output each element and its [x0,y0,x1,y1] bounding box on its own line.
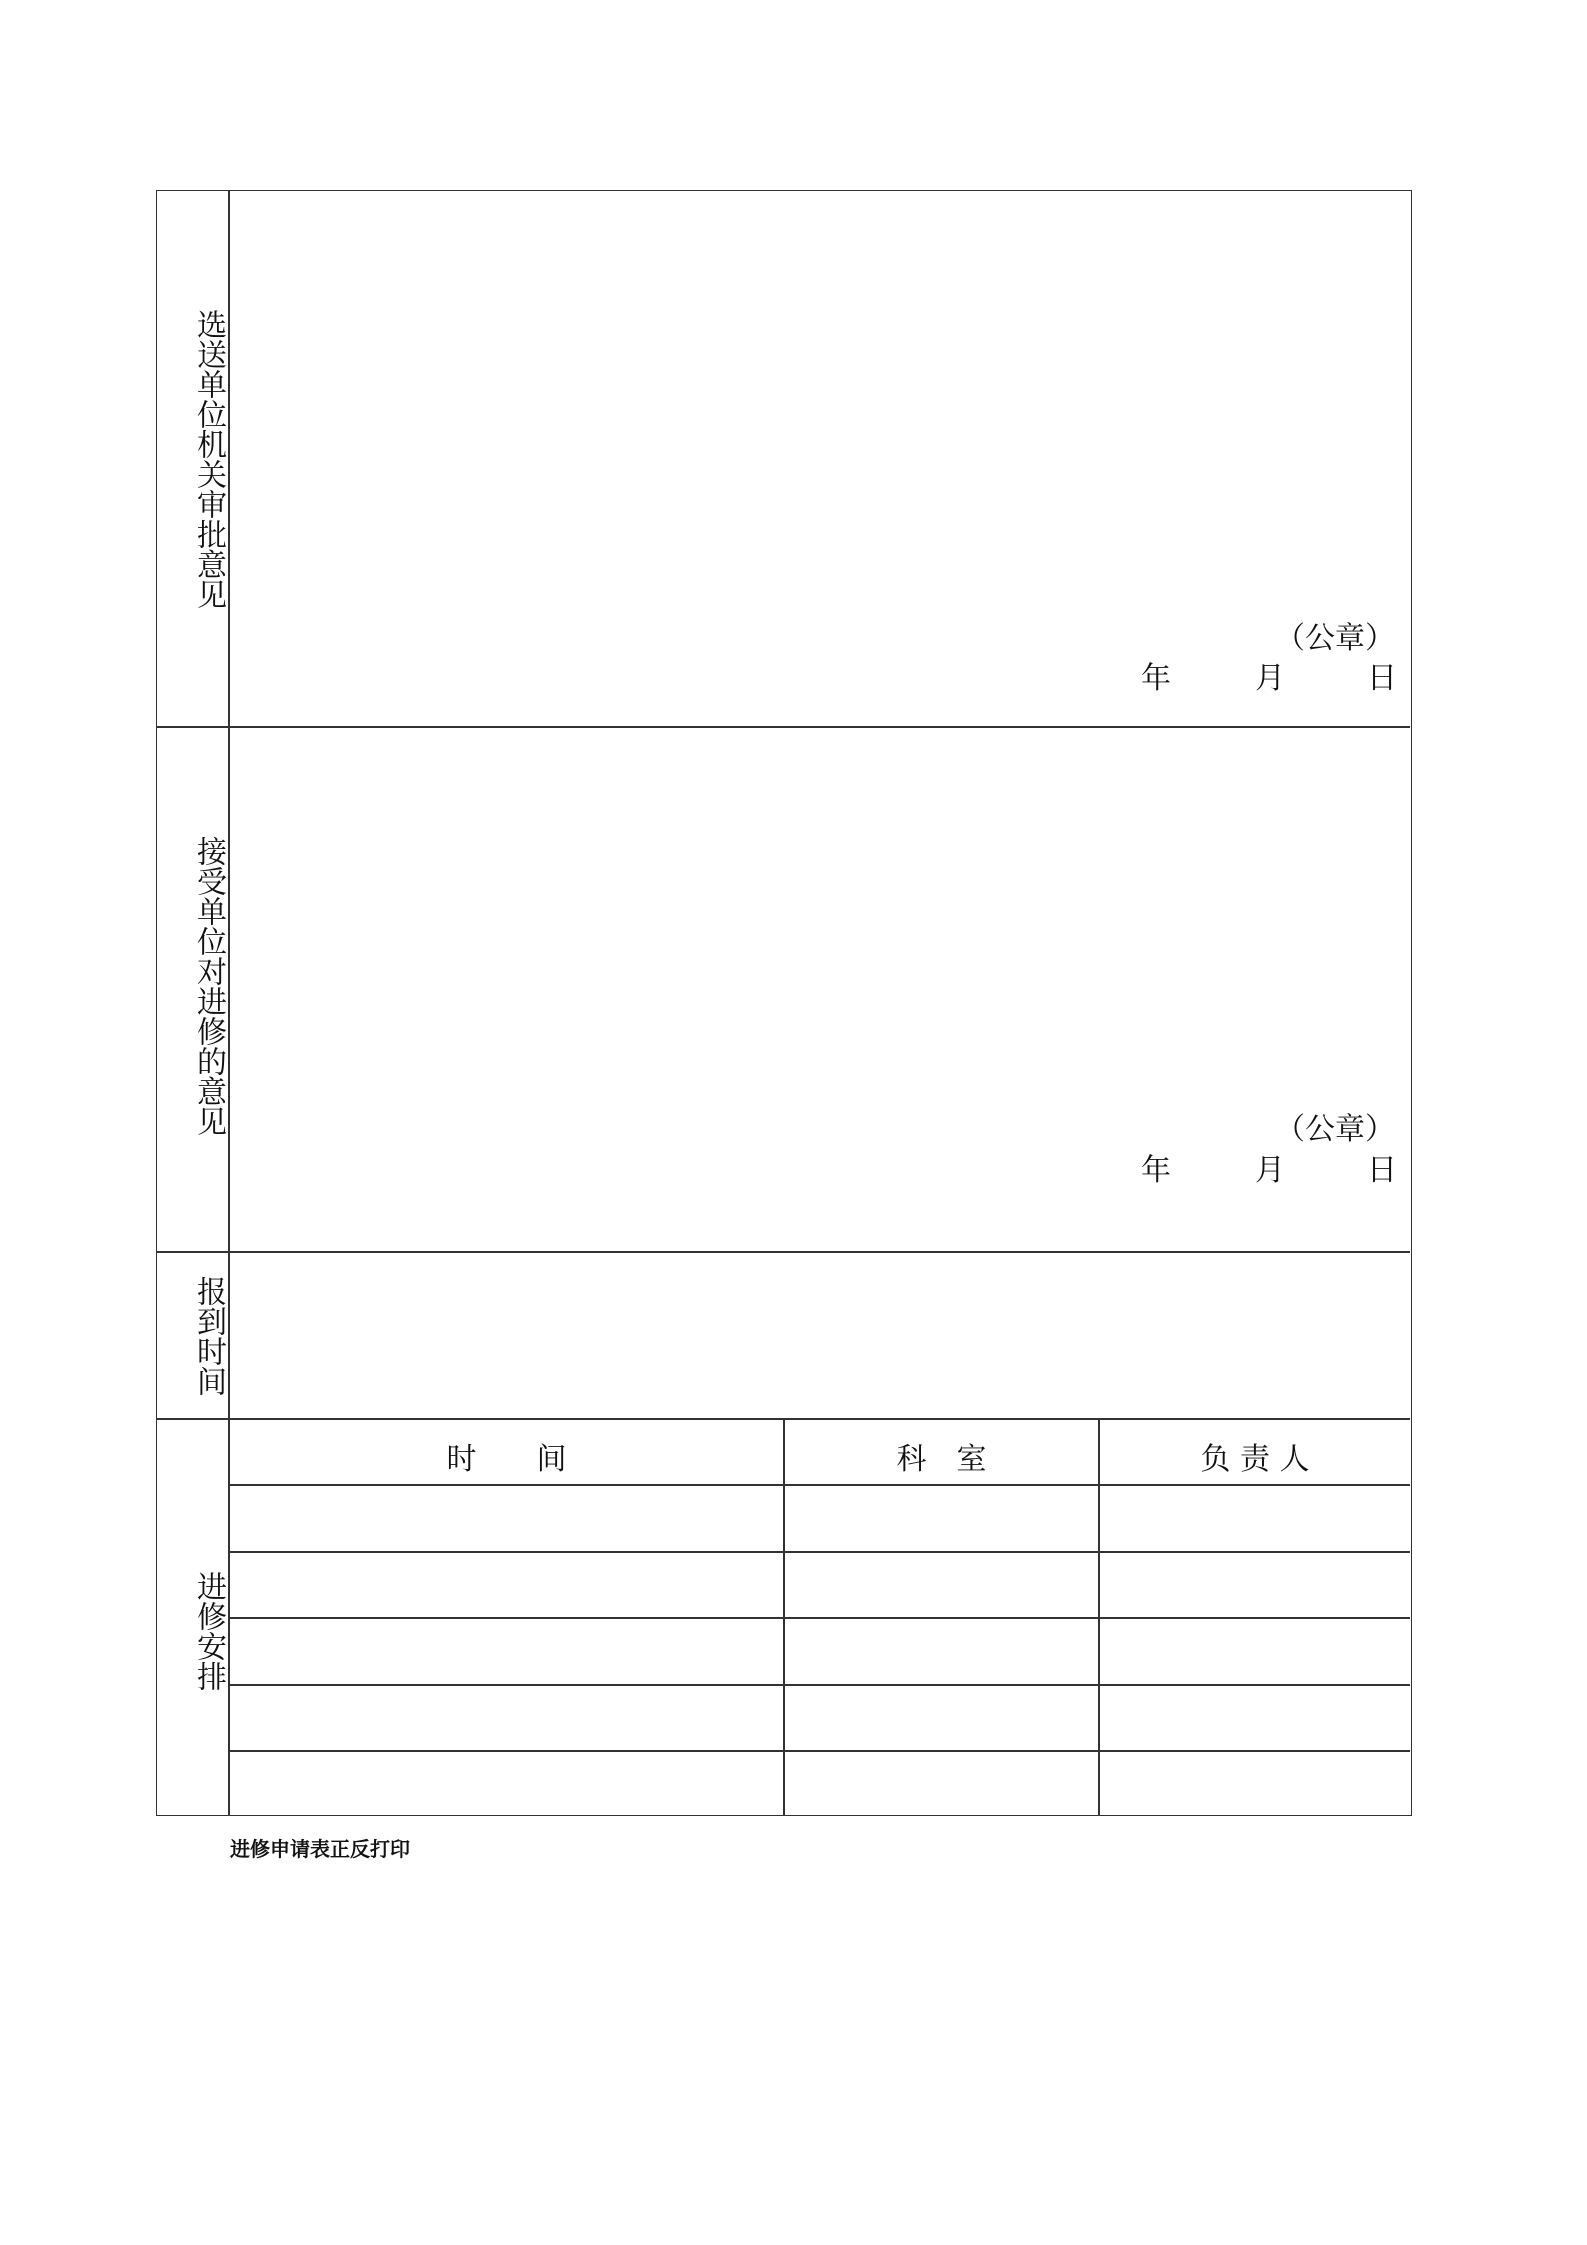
approval-date-year: 年 [1141,661,1171,696]
arrangement-section-label: 进修安排 [191,1571,226,1691]
arrangement-cell-person[interactable] [1100,1686,1410,1750]
acceptance-date-month: 月 [1255,1153,1285,1188]
arrangement-cell-person[interactable] [1100,1553,1410,1617]
arrangement-cell-department[interactable] [785,1686,1098,1750]
approval-section-label: 选送单位机关审批意见 [191,309,226,609]
arrangement-cell-time[interactable] [230,1553,783,1617]
arrangement-cell-department[interactable] [785,1752,1098,1815]
column-header-department: 科 室 [896,1442,987,1477]
arrangement-cell-time[interactable] [230,1486,783,1551]
approval-seal-label: （公章） [1275,621,1395,656]
approval-opinion-area[interactable] [230,191,1410,726]
approval-date-day: 日 [1367,661,1397,696]
arrangement-cell-time[interactable] [230,1686,783,1750]
arrangement-cell-person[interactable] [1100,1752,1410,1815]
report-time-label: 报到时间 [191,1276,226,1396]
arrangement-cell-person[interactable] [1100,1619,1410,1684]
acceptance-date-day: 日 [1367,1153,1397,1188]
arrangement-cell-person[interactable] [1100,1486,1410,1551]
approval-date-month: 月 [1255,661,1285,696]
acceptance-section-label: 接受单位对进修的意见 [191,836,226,1136]
arrangement-cell-department[interactable] [785,1486,1098,1551]
acceptance-date-year: 年 [1141,1153,1171,1188]
acceptance-seal-label: （公章） [1275,1112,1395,1147]
application-form-table [156,190,1412,1816]
arrangement-cell-time[interactable] [230,1752,783,1815]
arrangement-cell-department[interactable] [785,1619,1098,1684]
report-time-field[interactable] [230,1253,1410,1418]
arrangement-cell-department[interactable] [785,1553,1098,1617]
acceptance-opinion-area[interactable] [230,728,1410,1251]
column-header-time: 时 间 [446,1442,567,1477]
arrangement-cell-time[interactable] [230,1619,783,1684]
print-instruction-note: 进修申请表正反打印 [230,1837,410,1861]
column-header-person-in-charge: 负 责 人 [1200,1442,1310,1477]
